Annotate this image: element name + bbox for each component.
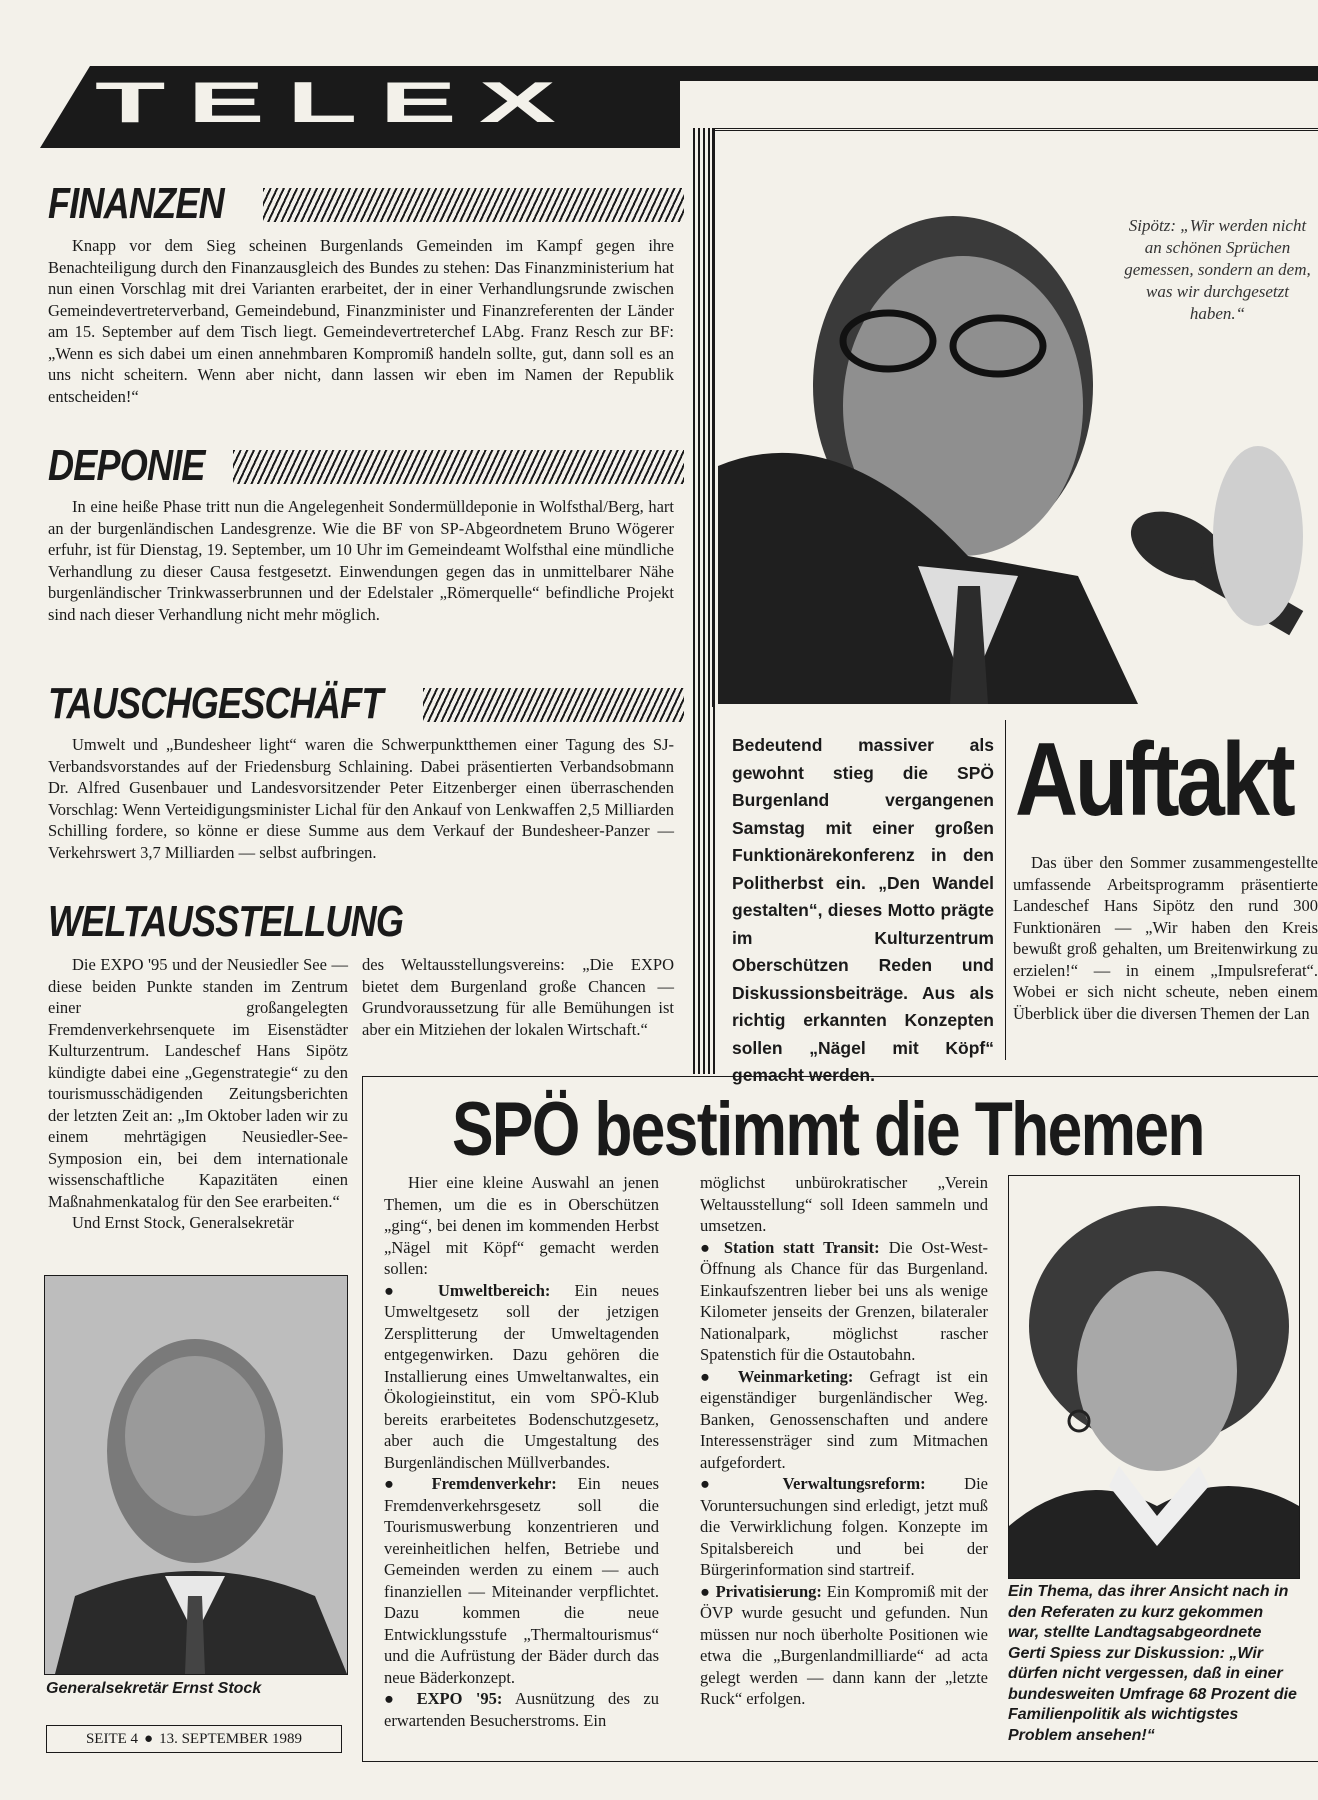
section-title-tauschgeschaeft: TAUSCHGESCHÄFT (48, 679, 383, 728)
list-item: ● Weinmarketing: Gefragt ist ein eigenständiger burgenländischer Weg. Banken, Genossenschaften und andere Interessensträger sind zum Mitmachen aufgefordert. (700, 1366, 989, 1472)
article-finanzen: Knapp vor dem Sieg scheinen Burgenlands Gemeinden im Kampf gegen ihre Benachteiligung durch den Finanzausgleich des Bundes zu stehen: Das Finanzministerium hat nun einen Vorschlag mit drei Varianten erarbeitet, der in einer Verhandlungsrunde zwischen Gemeindevertreterverband, Gemeindebund, Finanzminister und Finanzreferenten der Länder am 15. September auf dem Tisch liegt. Gemeindevertreterchef LAbg. Franz Resch zur BF: „Wenn es sich dabei um einen annehmbaren Kompromiß handeln sollte, gut, dann soll es an uns nicht scheitern. Wenn aber nicht, dann lassen wir eben im Namen der Republik entscheiden!“ (48, 236, 674, 406)
portrait-illustration (1009, 1176, 1299, 1578)
article-deponie: In eine heiße Phase tritt nun die Angelegenheit Sondermülldeponie in Wolfsthal/Berg, hart an der burgenländischen Landesgrenze. Wie die BF von SP-Abgeordnetem Bruno Wögerer erfuhr, ist für Dienstag, 19. September, um 10 Uhr im Gemeindeamt Wolfsthal eine mündliche Verhandlung zu dieser Causa festgesetzt. Einwendungen gegen das in unmittelbarer Nähe burgenländischer Trinkwasserbrunnen und der Edelstaler „Römerquelle“ befindliche Projekt sind nach dieser Verhandlung nicht mehr möglich. (48, 497, 674, 624)
issue-date: 13. SEPTEMBER 1989 (159, 1730, 303, 1747)
themen-headline: SPÖ bestimmt die Themen (452, 1087, 1204, 1172)
caption-sipoetz: Sipötz: „Wir werden nicht an schönen Sprüchen gemessen, sondern an dem, was wir durchgesetzt haben.“ (1124, 216, 1311, 323)
themen-list-col2 (700, 1237, 988, 1710)
auftakt-divider (1005, 720, 1006, 1060)
section-header-deponie (48, 442, 684, 490)
auftakt-lead: Bedeutend massiver als gewohnt stieg die SPÖ Burgenland vergangenen Samstag mit einer großen Funktionärekonferenz in den Politherbst ein. „Den Wandel gestalten“, dieses Motto prägte im Kulturzentrum Oberschützen Reden und Diskussionsbeiträge. Aus als richtig erkannten Konzepten sollen „Nägel mit Köpf“ gemacht werden. (732, 735, 994, 1085)
bullet-separator: ● (144, 1730, 154, 1747)
section-title-deponie: DEPONIE (48, 441, 205, 490)
section-title-weltausstellung: WELTAUSSTELLUNG (48, 897, 404, 946)
section-header-finanzen (48, 180, 684, 228)
photo-ernst-stock (44, 1275, 348, 1675)
section-header-weltausstellung (48, 898, 481, 946)
list-item: ● Umweltbereich: Ein neues Umweltgesetz soll der jetzigen Zersplitterung der Umweltagenden entgegenwirken. Dazu gehören die Installierung eines Umweltanwaltes, ein Ökologieinstitut, ein vom SPÖ-Klub bereits erarbeitetes Bodenschutzgesetz, aber auch die Umgestaltung des Burgenländischen Müllverbandes. (384, 1280, 660, 1472)
themen-col1: Hier eine kleine Auswahl an jenen Themen, um die es in Oberschützen „ging“, bei denen im kommenden Herbst „Nägel mit Köpf“ gemacht werden sollen: ● Umweltbereich: Ein neues Umweltgesetz soll der jetzigen Zersplitterung der Umweltagenden entgegenwirken. Dazu gehören die Installierung eines Umweltanwaltes, ein Ökologieinstitut, ein vom SPÖ-Klub bereits erarbeitetes Bodenschutzgesetz, aber auch die Umgestaltung des Burgenländischen Müllverbandes. ● Fremdenverkehr: Ein neues Fremdenverkehrsgesetz soll die Tourismuswerbung konzentrieren und vereinheitlichen helfen, Betriebe und Gemeinden werden zu einem — auch finanziellen — Miteinander verpflichtet. Dazu kommen die neue Entwicklungsstufe „Thermaltourismus“ und die Aufrüstung der Bäder durch das neue Bäderkonzept. ● EXPO '95: Ausnützung des zu erwartenden Besucherstroms. Ein (384, 1173, 660, 1730)
page-footer (46, 1725, 342, 1753)
list-item: ● Station statt Transit: Die Ost-West-Öffnung als Chance für das Burgenland. Einkaufszentren lieber bei uns als wenige Kilometer jenseits der Grenzen, bilateraler Nationalpark, möglichst rascher Spatenstich für die Ostautobahn. (700, 1237, 989, 1364)
caption-ernst-stock: Generalsekretär Ernst Stock (46, 1680, 262, 1697)
list-item: ● Verwaltungsreform: Die Voruntersuchungen sind erledigt, jetzt muß die Verwirklichung folgen. Konzepte im Spitalsbereich und bei der Bürgerinformation sind startreif. (700, 1474, 988, 1579)
section-hatch (423, 688, 684, 722)
article-weltausstellung-col2: des Weltausstellungsvereins: „Die EXPO bietet dem Burgenland große Chancen — Grundvoraussetzung für alle Bemühungen ist aber ein Mitziehen der lokalen Wirtschaft.“ (362, 955, 674, 1039)
portrait-illustration (45, 1276, 347, 1674)
section-hatch (263, 188, 684, 222)
caption-gerti-spiess: Ein Thema, das ihrer Ansicht nach in den Referaten zu kurz gekommen war, stellte Landtagsabgeordnete Gerti Spiess zur Diskussion: „Wir dürfen nicht vergessen, daß in einer bundesweiten Umfrage 68 Prozent die Familienpolitik als wichtigstes Problem ansehen!“ (1008, 1583, 1297, 1744)
article-tauschgeschaeft: Umwelt und „Bundesheer light“ waren die Schwerpunktthemen einer Tagung des SJ-Verbandsvorstandes auf der Friedensburg Schlaining. Dabei präsentierten Verbandsobmann Dr. Alfred Gusenbauer und Landesvorsitzender Peter Eitzenberger einen überraschenden Vorschlag: Wenn Verteidigungsminister Lichal für den Ankauf von Lenkwaffen 2,5 Milliarden Schilling fordere, so könne er diese Summe aus dem Verkauf der Bundesheer-Panzer — Verkehrswert 3,7 Milliarden — selbst aufbringen. (48, 735, 674, 862)
themen-col2: möglichst unbürokratischer „Verein Weltausstellung“ soll Ideen sammeln und umsetzen. ● Station statt Transit: Die Ost-West-Öffnung als Chance für das Burgenland. Einkaufszentren lieber bei uns als wenige Kilometer jenseits der Grenzen, bilateraler Nationalpark, möglichst rascher Spatenstich für die Ostautobahn. ● Weinmarketing: Gefragt ist ein eigenständiger burgenländischer Weg. Banken, Genossenschaften und andere Interessensträger sind zum Mitmachen aufgefordert. ● Verwaltungsreform: Die Voruntersuchungen sind erledigt, jetzt muß die Verwirklichung folgen. Konzepte im Spitalsbereich und bei der Bürgerinformation sind startreif. ● Privatisierung: Ein Kompromiß mit der ÖVP wurde gesucht und gefunden. Nun müssen nur noch überholte Positionen wie etwa die „Burgenlandmilliarde“ ad acta gelegt werden — dann kann der „letzte Ruck“ erfolgen. (700, 1173, 989, 1708)
masthead-label: TELEX (95, 70, 579, 135)
section-title-finanzen: FINANZEN (48, 179, 224, 228)
section-hatch (233, 450, 684, 484)
article-weltausstellung-col1: Die EXPO '95 und der Neusiedler See — diese beiden Punkte standen im Zentrum einer großangelegten Fremdenverkehrsenquete im Eisenstädter Kulturzentrum. Landeschef Hans Sipötz kündigte dabei eine „Gegenstrategie“ zu den tourismusschädigenden Zeitungsberichten der letzten Zeit an: „Im Oktober laden wir zu einem mehrtägigen Neusiedler-See-Symposion ein, bei dem internationale wissenschaftliche Kapazitäten einen Maßnahmenkatalog für den See erarbeiten.“ Und Ernst Stock, Generalsekretär (48, 955, 348, 1232)
auftakt-text: Das über den Sommer zusammengestellte umfassende Arbeitsprogramm präsentierte Landeschef Hans Sipötz den rund 300 Funktionären — „Wir haben den Kreis bewußt groß gehalten, um Breitenwirkung zu erzielen!“ — in einem „Impulsreferat“. Wobei er sich nicht scheute, neben einem Überblick über die diversen Themen der Lan (1013, 853, 1318, 1023)
auftakt-headline: Auftakt (1015, 722, 1293, 838)
themen-list-col1 (384, 1280, 659, 1732)
list-item: ● Fremdenverkehr: Ein neues Fremdenverkehrsgesetz soll die Tourismuswerbung konzentrieren und vereinheitlichen helfen, Betriebe und Gemeinden werden zu einem — auch finanziellen — Miteinander verpflichtet. Dazu kommen die neue Entwicklungsstufe „Thermaltourismus“ und die Aufrüstung der Bäder durch das neue Bäderkonzept. (384, 1474, 660, 1687)
list-item: ● EXPO '95: Ausnützung des zu erwartenden Besucherstroms. Ein (384, 1689, 660, 1730)
list-item: ● Privatisierung: Ein Kompromiß mit der ÖVP wurde gesucht und gefunden. Nun müssen nur noch überholte Positionen wie etwa die „Burgenlandmilliarde“ ad acta gelegt werden — dann kann der „letzte Ruck“ erfolgen. (700, 1581, 989, 1708)
photo-gerti-spiess (1008, 1175, 1300, 1579)
page-number: SEITE 4 (85, 1730, 139, 1747)
column-rule (693, 128, 715, 1074)
section-header-tauschgeschaeft (48, 680, 684, 728)
